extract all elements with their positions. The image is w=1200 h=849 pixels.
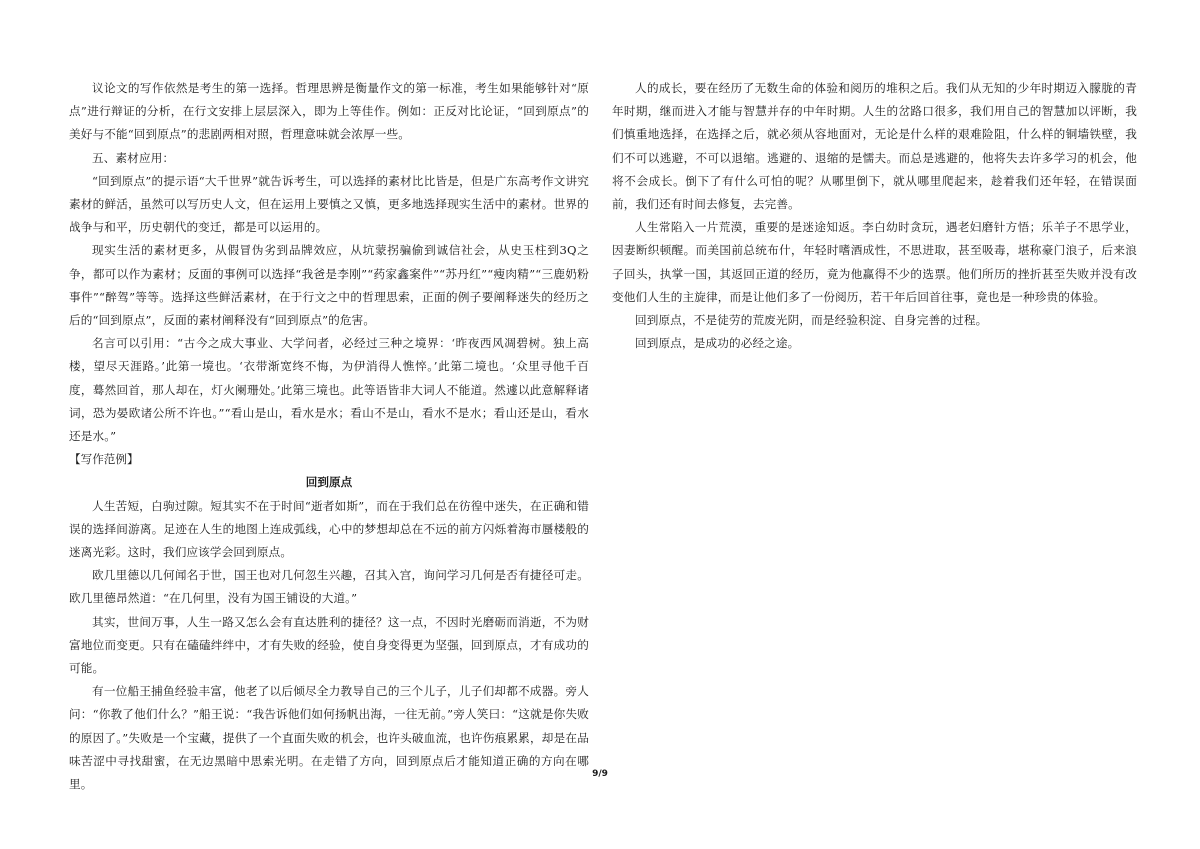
essay-paragraph-2: 欧几里德以几何闻名于世，国王也对几何忽生兴趣，召其入宫，询问学习几何是否有捷径可走。欧几里德昂然道：“在几何里，没有为国王铺设的大道。”	[69, 568, 589, 606]
paragraph-famous-quotes: 名言可以引用：“古今之成大事业、大学问者，必经过三种之境界：‘昨夜西风凋碧树。独上高楼，望尽天涯路。’此第一境也。‘衣带渐宽终不悔，为伊消得人憔悴。’此第二境也。‘众里寻他千百度，蓦然回首，那人却在，灯火阑珊处。’此第三境也。此等语皆非大词人不能道。然遽以此意解释诸词，恐为晏欧诸公所不许也。”“看山是山，看水是水；看山不是山，看水不是水；看山还是山，看水还是水。”	[69, 336, 589, 444]
heading-material-application: 五、素材应用：	[92, 150, 175, 165]
page-number: 9/9	[592, 769, 608, 779]
paragraph-material-prompt: “回到原点”的提示语“大千世界”就告诉考生，可以选择的素材比比皆是，但是广东高考作文讲究素材的鲜活，虽然可以写历史人文，但在运用上要慎之又慎，更多地选择现实生活中的素材。世界的战争与和平，历史朝代的变迁，都是可以运用的。	[69, 173, 589, 235]
essay-paragraph-3: 其实，世间万事，人生一路又怎么会有直达胜利的捷径？这一点，不因时光磨砺而消逝，不为财富地位而变更。只有在磕磕绊绊中，才有失败的经验，使自身变得更为坚强，回到原点，才有成功的可能。	[69, 614, 589, 676]
right-column	[612, 77, 1137, 355]
essay-paragraph-4: 有一位船王捕鱼经验丰富，他老了以后倾尽全力教导自己的三个儿子，儿子们却都不成器。旁人问：“你教了他们什么？”船王说：“我告诉他们如何扬帆出海，一往无前。”旁人笑曰：“这就是你失败的原因了。”失败是一个宝藏，提供了一个直面失败的机会，也许头破血流，也许伤痕累累，却是在品味苦涩中寻找甜蜜，在无边黑暗中思索光明。在走错了方向，回到原点后才能知道正确的方向在哪里。	[69, 684, 589, 792]
paragraph-real-life-material: 现实生活的素材更多，从假冒伪劣到品牌效应，从坑蒙拐骗偷到诚信社会，从史玉柱到3Q之争，都可以作为素材；反面的事例可以选择“我爸是李刚”“药家鑫案件”“苏丹红”“瘦肉精”“三鹿奶粉事件”“醉驾”等等。选择这些鲜活素材，在于行文之中的哲理思索，正面的例子要阐释迷失的经历之后的“回到原点”，反面的素材阐释没有“回到原点”的危害。	[69, 243, 589, 328]
essay-paragraph-5: 人的成长，要在经历了无数生命的体验和阅历的堆积之后。我们从无知的少年时期迈入朦胧的青年时期，继而进入才能与智慧并存的中年时期。人生的岔路口很多，我们用自己的智慧加以评断，我们慎重地选择，在选择之后，就必须从容地面对，无论是什么样的艰难险阻，什么样的铜墙铁壁，我们不可以逃避，不可以退缩。逃避的、退缩的是懦夫。而总是逃避的，他将失去许多学习的机会，他将不会成长。倒下了有什么可怕的呢？从哪里倒下，就从哪里爬起来，趁着我们还年轻，在错误面前，我们还有时间去修复，去完善。	[612, 81, 1137, 212]
essay-paragraph-7: 回到原点，不是徒劳的荒废光阴，而是经验积淀、自身完善的过程。	[635, 313, 988, 328]
left-column	[69, 77, 589, 796]
essay-paragraph-8: 回到原点，是成功的必经之途。	[635, 336, 800, 351]
paragraph-argumentative-essay: 议论文的写作依然是考生的第一选择。哲理思辨是衡量作文的第一标准，考生如果能够针对“原点”进行辩证的分析，在行文安排上层层深入，即为上等佳作。例如：正反对比论证，“回到原点”的美好与不能“回到原点”的悲剧两相对照，哲理意味就会浓厚一些。	[69, 81, 589, 142]
essay-title: 回到原点	[305, 475, 353, 490]
essay-paragraph-1: 人生苦短，白驹过隙。短其实不在于时间“逝者如斯”，而在于我们总在彷徨中迷失，在正确和错误的选择间游离。足迹在人生的地图上连成弧线，心中的梦想却总在不远的前方闪烁着海市蜃楼般的迷离光彩。这时，我们应该学会回到原点。	[69, 498, 589, 560]
section-label-writing-example: 【写作范例】	[69, 452, 139, 467]
essay-paragraph-6: 人生常陷入一片荒漠，重要的是迷途知返。李白幼时贪玩，遇老妇磨针方悟；乐羊子不思学业，因妻断织顿醒。而美国前总统布什，年轻时嗜酒成性，不思进取，甚至吸毒，堪称豪门浪子，后来浪子回头，执掌一国，其返回正道的经历，竟为他赢得不少的选票。他们所历的挫折甚至失败并没有改变他们人生的主旋律，而是让他们多了一份阅历，若干年后回首往事，竟也是一种珍贵的体验。	[612, 220, 1137, 304]
